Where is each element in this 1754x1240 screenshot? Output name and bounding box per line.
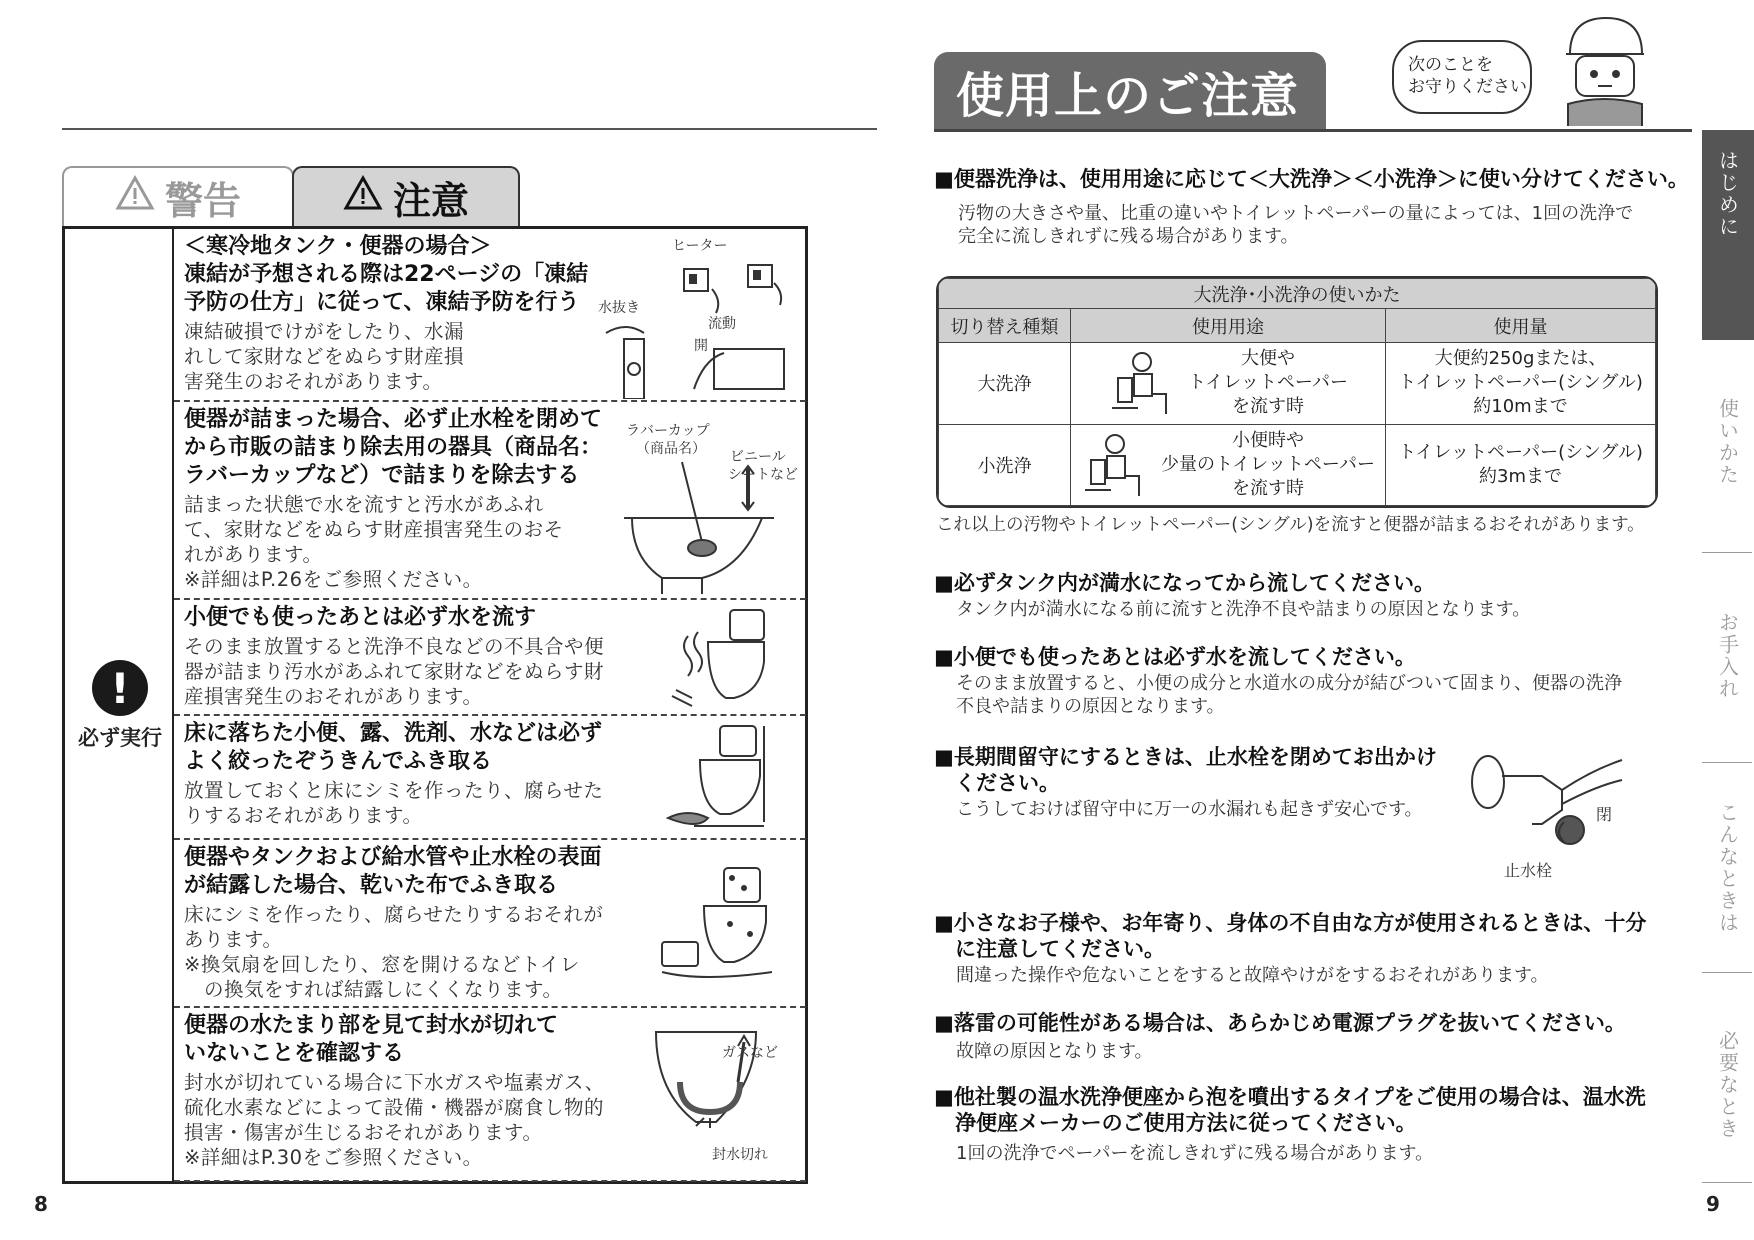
heater-label: ヒーター (672, 238, 728, 254)
side-tab-divider (1702, 972, 1752, 973)
item-heading-line: いないことを確認する (184, 1041, 405, 1066)
use-line: トイレットペーパー (1187, 372, 1349, 394)
section-heading: ■小便でも使ったあとは必ず水を流してください。 (934, 645, 1416, 669)
item-heading-line: 便器の水たまり部を見て封水が切れて (184, 1013, 559, 1038)
item-body-line: れがあります。 (184, 543, 323, 566)
flow-label: 流動 (708, 316, 736, 332)
tab-caution-label: 注意 (392, 178, 469, 223)
item-body-line: 放置しておくと床にシミを作ったり、腐らせた (184, 779, 604, 802)
condensation-illustration (660, 864, 786, 984)
item-heading-line: よく絞ったぞうきんでふき取る (184, 749, 493, 774)
use-line: 大便や (1241, 348, 1295, 370)
freeze-prevention-illustration (594, 249, 804, 399)
item-heading-line: 便器やタンクおよび給水管や止水栓の表面 (184, 845, 602, 870)
item-heading-line: 床に落ちた小便、露、洗剤、水などは必ず (184, 721, 603, 746)
table-cell-amount (1386, 343, 1656, 425)
use-line: 少量のトイレットペーパー (1160, 453, 1376, 475)
side-tab-divider (1702, 762, 1752, 763)
item-body-line: 器が詰まり汚水があふれて家財などをぬらす財 (184, 660, 605, 683)
item-body-line: の換気をすれば結露しにくくなります。 (184, 978, 563, 1001)
toilet-odor-illustration (668, 606, 778, 710)
use-line: を流す時 (1232, 477, 1304, 499)
bubble-line: お守りください (1408, 77, 1527, 97)
section-body: そのまま放置すると、小便の成分と水道水の成分が結びついて固まり、便器の洗浄 (956, 673, 1622, 694)
tab-warning[interactable] (62, 166, 294, 226)
item-body-line: ※詳細はP.26をご参照ください。 (184, 568, 483, 591)
caution-item-wipe-floor (174, 716, 806, 840)
page-number-right: 9 (1706, 1192, 1720, 1216)
use-line: を流す時 (1232, 396, 1304, 418)
table-cell-type: 大洗浄 (939, 343, 1071, 425)
item-heading-line: から市販の詰まり除去用の器具（商品名： (184, 435, 603, 460)
side-tab-troubleshoot[interactable]: こんなときは (1715, 802, 1740, 934)
section-heading: ■便器洗浄は、使用用途に応じて＜大洗浄＞＜小洗浄＞に使い分けてください。 (934, 167, 1689, 191)
section-body: 汚物の大きさや量、比重の違いやトイレットペーパーの量によっては、1回の洗浄で (958, 203, 1634, 224)
section-heading: に注意してください。 (934, 937, 1165, 961)
exclamation-icon: ! (92, 660, 148, 716)
item-body-line: 床にシミを作ったり、腐らせたりするおそれが (184, 903, 604, 926)
must-do-label: 必ず実行 (78, 726, 162, 750)
item-heading-line: が結露した場合、乾いた布でふき取る (184, 873, 559, 898)
caution-item-flush-urine (174, 600, 806, 716)
side-tab-divider (1702, 552, 1752, 553)
table-note: これ以上の汚物やトイレットペーパー(シングル)を流すと便器が詰まるおそれがあります。 (936, 515, 1645, 535)
table-row (939, 343, 1656, 425)
section-heading: ください。 (934, 771, 1060, 795)
open-label: 開 (694, 338, 708, 354)
side-tab-usage[interactable]: 使いかた (1715, 398, 1740, 486)
section-body: 間違った操作や危ないことをすると故障やけがをするおそれがあります。 (956, 965, 1549, 986)
table-cell-type: 小洗浄 (939, 424, 1071, 506)
item-body-line: ※換気扇を回したり、窓を開けるなどトイレ (184, 953, 580, 976)
table-caption: 大洗浄･小洗浄の使いかた (939, 279, 1656, 309)
vinyl-sheet-label-2: シートなど (728, 467, 798, 483)
item-body-line: れして家財などをぬらす財産損 (184, 345, 465, 368)
page-title: 使用上のご注意 (934, 52, 1326, 130)
plunger-illustration (622, 458, 792, 596)
valve-label: 止水栓 (1504, 861, 1553, 880)
caution-item-clog (174, 402, 806, 600)
section-heading: ■長期間留守にするときは、止水栓を閉めてお出かけ (934, 745, 1437, 769)
amount-line: 約10mまで (1473, 396, 1568, 418)
header-rule (62, 128, 877, 130)
item-body-line: 硫化水素などによって設備・機器が腐食し物的 (184, 1096, 605, 1119)
item-body-line: りするおそれがあります。 (184, 804, 423, 827)
section-heading: ■小さなお子様や、お年寄り、身体の不自由な方が使用されるときは、十分 (934, 911, 1647, 935)
speech-bubble (1392, 40, 1532, 114)
rubber-cup-sub-label: （商品名） (636, 441, 706, 457)
section-body: タンク内が満水になる前に流すと洗浄不良や詰まりの原因となります。 (956, 599, 1531, 620)
use-line: 小便時や (1232, 429, 1304, 451)
caution-item-condensation (174, 840, 806, 1008)
wiping-floor-illustration (664, 722, 784, 834)
section-body: 不良や詰まりの原因となります。 (956, 696, 1225, 717)
bubble-line: 次のことを (1408, 55, 1493, 75)
table-header: 切り替え種類 (939, 309, 1071, 343)
vinyl-sheet-label: ビニール (730, 449, 786, 465)
section-heading: ■他社製の温水洗浄便座から泡を噴出するタイプをご使用の場合は、温水洗 (934, 1085, 1646, 1109)
gas-label: ガスなど (722, 1045, 778, 1061)
amount-line: トイレットペーパー(シングル) (1398, 441, 1643, 463)
item-body-line: 損害・傷害が生じるおそれがあります。 (184, 1121, 543, 1144)
toilet-user-illustration (1081, 430, 1151, 500)
amount-line: トイレットペーパー(シングル) (1398, 372, 1643, 394)
worker-mascot-illustration (1560, 14, 1650, 126)
tab-caution[interactable] (292, 166, 520, 226)
item-heading-line: 予防の仕方」に従って、凍結予防を行う (184, 290, 580, 315)
item-body-line: 害発生のおそれがあります。 (184, 370, 443, 393)
item-body-line: ※詳細はP.30をご参照ください。 (184, 1146, 483, 1169)
toilet-user-illustration (1108, 348, 1178, 418)
item-body-line: 詰まった状態で水を流すと汚水があふれ (184, 493, 545, 516)
water-seal-illustration (650, 1022, 790, 1132)
side-tab-divider (1702, 1182, 1752, 1183)
page-number-left: 8 (34, 1192, 48, 1216)
item-heading-line: 凍結が予想される際は22ページの「凍結 (184, 262, 589, 287)
caution-triangle-icon (343, 175, 383, 220)
table-cell-amount (1386, 424, 1656, 506)
warning-triangle-icon (115, 175, 155, 220)
side-tab-care[interactable]: お手入れ (1715, 612, 1740, 700)
table-row (939, 424, 1656, 506)
item-heading-line: ＜寒冷地タンク・便器の場合＞ (184, 234, 492, 259)
amount-line: 大便約250gまたは、 (1434, 348, 1607, 370)
item-body-line: あります。 (184, 928, 283, 951)
table-header: 使用量 (1386, 309, 1656, 343)
item-body-line: 封水が切れている場合に下水ガスや塩素ガス、 (184, 1071, 605, 1094)
close-label: 閉 (1596, 805, 1613, 824)
item-body-line: て、家財などをぬらす財産損害発生のおそ (184, 518, 564, 541)
side-tab-when-needed[interactable]: 必要なとき (1715, 1030, 1740, 1140)
tab-warning-label: 警告 (164, 178, 241, 223)
amount-line: 約3mまで (1479, 465, 1562, 487)
caution-item-freeze (174, 229, 806, 402)
item-body-line: 凍結破損でけがをしたり、水漏 (184, 320, 465, 343)
section-body: 1回の洗浄でペーパーを流しきれずに残る場合があります。 (956, 1143, 1434, 1164)
title-rule (934, 129, 1692, 132)
table-cell-use (1071, 343, 1386, 425)
item-body-line: 産損害発生のおそれがあります。 (184, 685, 483, 708)
drain-label: 水抜き (598, 300, 640, 316)
side-tab-intro[interactable]: はじめに (1702, 130, 1754, 340)
item-body-line: そのまま放置すると洗浄不良などの不具合や便 (184, 635, 605, 658)
item-heading-line: 便器が詰まった場合、必ず止水栓を閉めて (184, 407, 603, 432)
section-body: 完全に流しきれずに残る場合があります。 (958, 226, 1299, 247)
section-heading: 浄便座メーカーのご使用方法に従ってください。 (934, 1111, 1417, 1135)
item-heading-line: 小便でも使ったあとは必ず水を流す (184, 605, 537, 630)
section-body: こうしておけば留守中に万一の水漏れも起きず安心です。 (956, 799, 1423, 820)
table-cell-use (1071, 424, 1386, 506)
caution-item-water-seal (174, 1008, 806, 1182)
table-header: 使用用途 (1071, 309, 1386, 343)
rubber-cup-label: ラバーカップ (626, 423, 710, 439)
section-body: 故障の原因となります。 (956, 1041, 1153, 1062)
item-heading-line: ラバーカップなど）で詰まりを除去する (184, 463, 580, 488)
section-heading: ■必ずタンク内が満水になってから流してください。 (934, 571, 1435, 595)
flush-usage-table (936, 276, 1658, 508)
section-heading: ■落雷の可能性がある場合は、あらかじめ電源プラグを抜いてください。 (934, 1011, 1626, 1035)
seal-broken-label: 封水切れ (712, 1147, 768, 1163)
